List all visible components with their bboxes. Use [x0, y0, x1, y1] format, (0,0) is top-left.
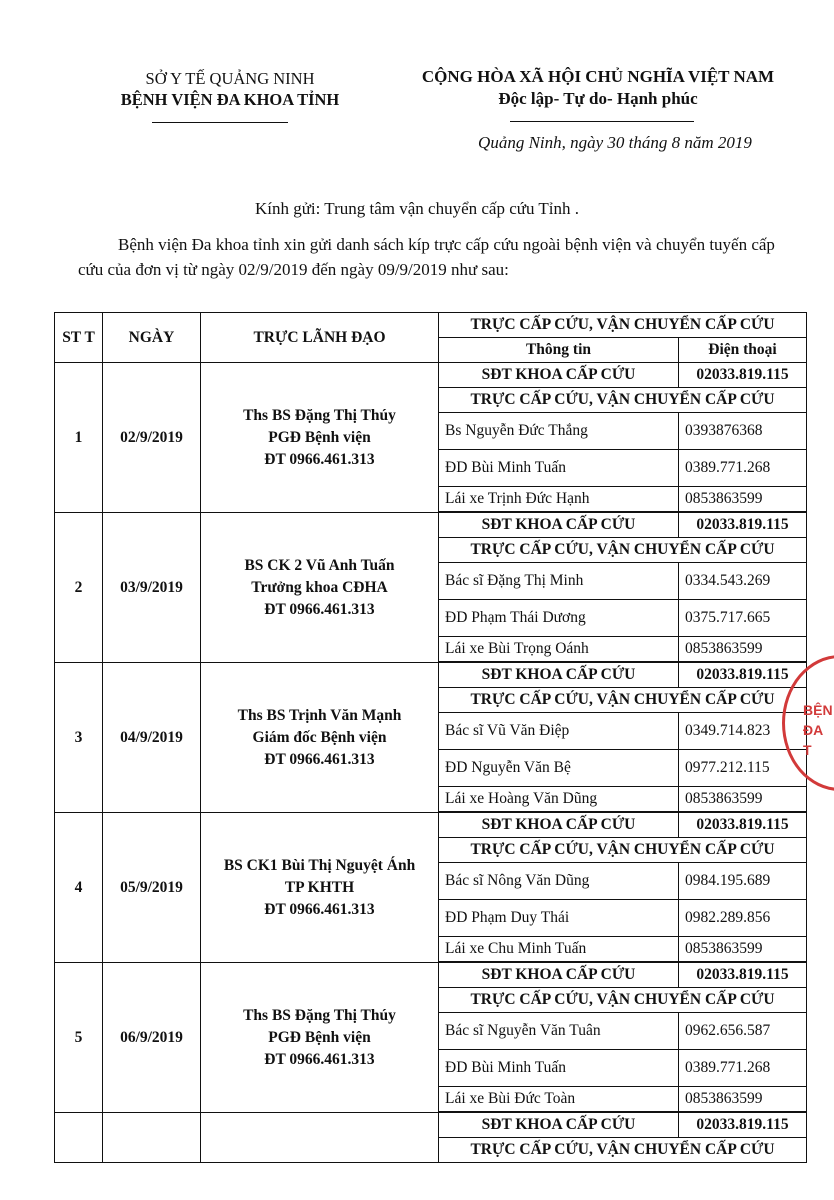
staff-name: Bác sĩ Đặng Thị Minh [439, 563, 679, 600]
row-leader [201, 663, 439, 813]
row-date: 02/9/2019 [103, 363, 201, 513]
row-date: 05/9/2019 [103, 813, 201, 963]
staff-name: ĐD Nguyễn Văn Bệ [439, 750, 679, 787]
sdt-phone: 02033.819.115 [679, 513, 807, 538]
table-header-row [55, 313, 807, 338]
leader-line: ĐT 0966.461.313 [264, 600, 375, 618]
sdt-label: SĐT KHOA CẤP CỨU [439, 813, 679, 838]
staff-phone: 0389.771.268 [679, 450, 807, 487]
org-department: SỞ Y TẾ QUẢNG NINH [145, 69, 315, 88]
staff-name: ĐD Phạm Thái Dương [439, 600, 679, 637]
row-leader [201, 813, 439, 963]
staff-phone: 0984.195.689 [679, 863, 807, 900]
staff-name: Lái xe Bùi Đức Toàn [439, 1087, 679, 1112]
date-line: Quảng Ninh, ngày 30 tháng 8 năm 2019 [478, 133, 752, 152]
sdt-row [55, 813, 807, 838]
staff-name: Bác sĩ Vũ Văn Điệp [439, 713, 679, 750]
leader-line: Ths BS Đặng Thị Thúy [243, 1006, 396, 1024]
intro-paragraph: Bệnh viện Đa khoa tỉnh xin gửi danh sách kíp trực cấp cứu ngoài bệnh viện và chuyển tuyến cấp cứu của đơn vị từ ngày 02/9/2019 đến ngày 09/9/2019 như sau: [78, 235, 775, 279]
section-label: TRỰC CẤP CỨU, VẬN CHUYỂN CẤP CỨU [439, 1138, 807, 1163]
col-leader: TRỰC LÃNH ĐẠO [201, 313, 439, 363]
staff-name: Lái xe Hoàng Văn Dũng [439, 787, 679, 812]
row-stt: 2 [55, 513, 103, 663]
row-stt: 5 [55, 963, 103, 1113]
col-date: NGÀY [103, 313, 201, 363]
row-stt: 1 [55, 363, 103, 513]
leader-line: ĐT 0966.461.313 [264, 1050, 375, 1068]
staff-name: ĐD Phạm Duy Thái [439, 900, 679, 937]
staff-name: Lái xe Bùi Trọng Oánh [439, 637, 679, 662]
row-date: 06/9/2019 [103, 963, 201, 1113]
leader-line: TP KHTH [284, 878, 355, 896]
leader-line: BS CK 2 Vũ Anh Tuấn [244, 556, 395, 574]
sdt-row [55, 513, 807, 538]
row-stt: 4 [55, 813, 103, 963]
staff-name: Lái xe Chu Minh Tuấn [439, 937, 679, 962]
row-leader [201, 1113, 439, 1163]
nation-name: CỘNG HÒA XÃ HỘI CHỦ NGHĨA VIỆT NAM [421, 67, 775, 86]
row-leader [201, 363, 439, 513]
staff-name: Bác sĩ Nguyễn Văn Tuân [439, 1013, 679, 1050]
col-phone: Điện thoại [679, 338, 807, 363]
staff-phone: 0393876368 [679, 413, 807, 450]
col-group: TRỰC CẤP CỨU, VẬN CHUYỂN CẤP CỨU [439, 313, 807, 338]
staff-phone: 0853863599 [679, 1087, 807, 1112]
staff-name: Lái xe Trịnh Đức Hạnh [439, 487, 679, 512]
staff-name: ĐD Bùi Minh Tuấn [439, 450, 679, 487]
nation-motto: Độc lập- Tự do- Hạnh phúc [498, 89, 698, 108]
staff-phone: 0853863599 [679, 937, 807, 962]
staff-phone: 0982.289.856 [679, 900, 807, 937]
sdt-row [55, 1113, 807, 1138]
leader-line: Ths BS Đặng Thị Thúy [243, 406, 396, 424]
national-motto [378, 66, 818, 110]
leader-line: BS CK1 Bùi Thị Nguyệt Ánh [223, 856, 416, 874]
col-stt: ST T [55, 313, 103, 363]
section-label: TRỰC CẤP CỨU, VẬN CHUYỂN CẤP CỨU [439, 388, 807, 413]
staff-phone: 0334.543.269 [679, 563, 807, 600]
leader-line: PGĐ Bệnh viện [268, 1028, 371, 1046]
staff-phone: 0853863599 [679, 637, 807, 662]
row-date [103, 1113, 201, 1163]
staff-phone: 0962.656.587 [679, 1013, 807, 1050]
issuing-organization [60, 68, 400, 110]
row-stt: 3 [55, 663, 103, 813]
row-date: 03/9/2019 [103, 513, 201, 663]
sdt-label: SĐT KHOA CẤP CỨU [439, 1113, 679, 1138]
sdt-row [55, 363, 807, 388]
sdt-phone: 02033.819.115 [679, 963, 807, 988]
row-leader [201, 963, 439, 1113]
leader-line: ĐT 0966.461.313 [264, 750, 375, 768]
row-stt [55, 1113, 103, 1163]
leader-line: ĐT 0966.461.313 [264, 900, 375, 918]
section-label: TRỰC CẤP CỨU, VẬN CHUYỂN CẤP CỨU [439, 838, 807, 863]
sdt-label: SĐT KHOA CẤP CỨU [439, 363, 679, 388]
sdt-row [55, 663, 807, 688]
staff-name: Bs Nguyễn Đức Thắng [439, 413, 679, 450]
staff-phone: 0977.212.115 [679, 750, 807, 787]
leader-line: PGĐ Bệnh viện [268, 428, 371, 446]
leader-line: ĐT 0966.461.313 [264, 450, 375, 468]
sdt-phone: 02033.819.115 [679, 1113, 807, 1138]
sdt-phone: 02033.819.115 [679, 363, 807, 388]
sdt-label: SĐT KHOA CẤP CỨU [439, 663, 679, 688]
sdt-label: SĐT KHOA CẤP CỨU [439, 513, 679, 538]
row-date: 04/9/2019 [103, 663, 201, 813]
staff-name: Bác sĩ Nông Văn Dũng [439, 863, 679, 900]
org-underline [152, 122, 288, 123]
staff-phone: 0375.717.665 [679, 600, 807, 637]
sdt-phone: 02033.819.115 [679, 813, 807, 838]
org-hospital: BỆNH VIỆN ĐA KHOA TỈNH [120, 90, 340, 109]
greeting: Kính gửi: Trung tâm vận chuyển cấp cứu Tỉnh . [254, 199, 580, 218]
section-label: TRỰC CẤP CỨU, VẬN CHUYỂN CẤP CỨU [439, 538, 807, 563]
staff-phone: 0349.714.823 [679, 713, 807, 750]
duty-table [54, 312, 807, 1163]
sdt-phone: 02033.819.115 [679, 663, 807, 688]
staff-name: ĐD Bùi Minh Tuấn [439, 1050, 679, 1087]
col-info: Thông tin [439, 338, 679, 363]
row-leader [201, 513, 439, 663]
sdt-label: SĐT KHOA CẤP CỨU [439, 963, 679, 988]
staff-phone: 0853863599 [679, 787, 807, 812]
section-label: TRỰC CẤP CỨU, VẬN CHUYỂN CẤP CỨU [439, 688, 807, 713]
leader-line: Trưởng khoa CĐHA [251, 578, 388, 596]
staff-phone: 0389.771.268 [679, 1050, 807, 1087]
motto-underline [510, 121, 694, 122]
section-label: TRỰC CẤP CỨU, VẬN CHUYỂN CẤP CỨU [439, 988, 807, 1013]
leader-line: Ths BS Trịnh Văn Mạnh [237, 706, 402, 724]
sdt-row [55, 963, 807, 988]
seal-text: BỆN ĐA T [803, 702, 833, 758]
staff-phone: 0853863599 [679, 487, 807, 512]
leader-line: Giám đốc Bệnh viện [252, 728, 387, 746]
